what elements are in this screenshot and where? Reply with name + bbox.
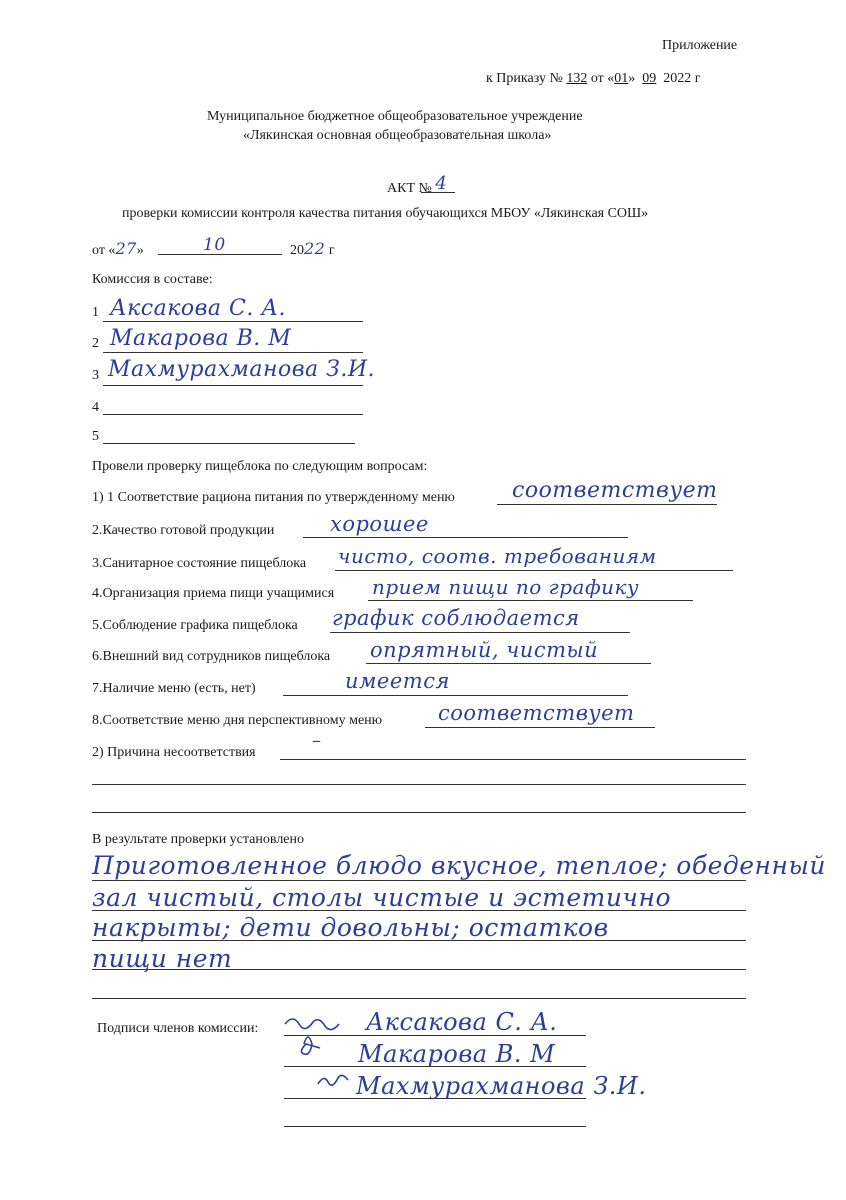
check-item-2-label: 2.Качество готовой продукции	[92, 523, 275, 538]
check-item-1-label: 1) 1 Соответствие рациона питания по утвержденному меню	[92, 490, 455, 505]
date-close: »	[136, 243, 144, 258]
member-1-name: Аксакова С. А.	[110, 296, 287, 321]
check-item-6-line	[366, 663, 651, 664]
check-item-1-line	[497, 504, 717, 505]
mismatch-line-1	[280, 759, 746, 760]
member-3-num: 3	[92, 368, 99, 383]
date-year-suffix: 22	[304, 239, 326, 258]
check-item-4-label: 4.Организация приема пищи учащимися	[92, 586, 335, 601]
order-day-close: »	[628, 71, 636, 86]
mismatch-line-3	[92, 812, 746, 813]
date-open: от «	[92, 243, 116, 258]
act-title	[387, 173, 448, 197]
date-prefix	[92, 239, 144, 259]
order-prefix: к Приказу №	[486, 71, 563, 86]
order-reference	[486, 71, 701, 87]
date-year-prefix: 20	[290, 243, 304, 258]
institution-line-2: «Лякинская основная общеобразовательная школа»	[243, 128, 552, 143]
check-item-3-line	[335, 570, 733, 571]
member-2-num: 2	[92, 336, 99, 351]
date-year-unit: г	[328, 243, 335, 258]
result-line-2: зал чистый, столы чистые и эстетично	[92, 883, 671, 912]
member-5-num: 5	[92, 429, 99, 444]
signature-line-2: Макарова В. М	[358, 1040, 556, 1068]
signature-scribbles	[260, 1010, 360, 1100]
check-item-5-answer: график соблюдается	[332, 606, 580, 630]
date-month-line	[158, 254, 282, 255]
signature-line-3: Махмурахманова З.И.	[356, 1072, 647, 1100]
result-rule-5	[92, 998, 746, 999]
signature-rule-4	[284, 1126, 586, 1127]
act-subtitle: проверки комиссии контроля качества питания обучающихся МБОУ «Лякинская СОШ»	[122, 206, 649, 221]
mismatch-label: 2) Причина несоответствия	[92, 745, 256, 760]
order-month: 09	[642, 71, 657, 86]
check-item-7-line	[283, 695, 628, 696]
check-item-5-line	[330, 632, 630, 633]
mismatch-answer: –	[312, 730, 322, 751]
check-item-3-answer: чисто, соотв. требованиям	[338, 544, 657, 568]
check-item-1-answer: соответствует	[512, 478, 718, 503]
act-number: 4	[435, 173, 448, 194]
member-2-name: Макарова В. М	[110, 326, 292, 351]
institution-line-1: Муниципальное бюджетное общеобразовательное учреждение	[207, 109, 583, 124]
date-month: 10	[203, 235, 226, 255]
check-item-6-label: 6.Внешний вид сотрудников пищеблока	[92, 649, 331, 664]
order-number: 132	[566, 71, 588, 86]
signatures-label: Подписи членов комиссии:	[97, 1021, 259, 1036]
result-rule-3	[92, 940, 746, 941]
check-intro: Провели проверку пищеблока по следующим вопросам:	[92, 459, 428, 474]
member-1-line	[103, 321, 363, 322]
result-line-3: накрыты; дети довольны; остатков	[92, 913, 609, 942]
result-rule-1	[92, 880, 746, 881]
check-item-7-label: 7.Наличие меню (есть, нет)	[92, 681, 256, 696]
member-3-line	[103, 385, 363, 386]
member-2-line	[103, 352, 363, 353]
order-from: от «	[590, 71, 615, 86]
check-item-8-answer: соответствует	[438, 701, 635, 725]
check-item-2-line	[303, 537, 628, 538]
check-item-8-line	[425, 727, 655, 728]
check-item-4-line	[368, 600, 693, 601]
result-label: В результате проверки установлено	[92, 832, 305, 847]
commission-label: Комиссия в составе:	[92, 272, 213, 287]
check-item-7-answer: имеется	[345, 669, 450, 693]
act-number-line	[421, 192, 455, 193]
order-day: 01	[614, 71, 629, 86]
check-item-2-answer: хорошее	[330, 512, 429, 536]
result-line-4: пищи нет	[92, 944, 233, 973]
date-year	[290, 239, 335, 259]
member-5-line	[103, 443, 355, 444]
member-4-num: 4	[92, 400, 99, 415]
order-year: 2022 г	[663, 71, 701, 86]
member-3-name: Махмурахманова З.И.	[108, 357, 376, 382]
mismatch-line-2	[92, 784, 746, 785]
member-4-line	[103, 414, 363, 415]
check-item-3-label: 3.Санитарное состояние пищеблока	[92, 556, 307, 571]
check-item-6-answer: опрятный, чистый	[370, 638, 599, 662]
check-item-8-label: 8.Соответствие меню дня перспективному меню	[92, 713, 383, 728]
result-rule-4	[92, 969, 746, 970]
appendix-label: Приложение	[662, 38, 738, 53]
check-item-5-label: 5.Соблюдение графика пищеблока	[92, 618, 298, 633]
result-line-1: Приготовленное блюдо вкусное, теплое; обеденный	[92, 851, 826, 880]
member-1-num: 1	[92, 305, 99, 320]
check-item-4-answer: прием пищи по графику	[372, 575, 640, 599]
result-rule-2	[92, 910, 746, 911]
signature-line-1: Аксакова С. А.	[366, 1008, 558, 1036]
date-day: 27	[115, 239, 137, 258]
act-title-prefix: АКТ №	[387, 181, 432, 196]
